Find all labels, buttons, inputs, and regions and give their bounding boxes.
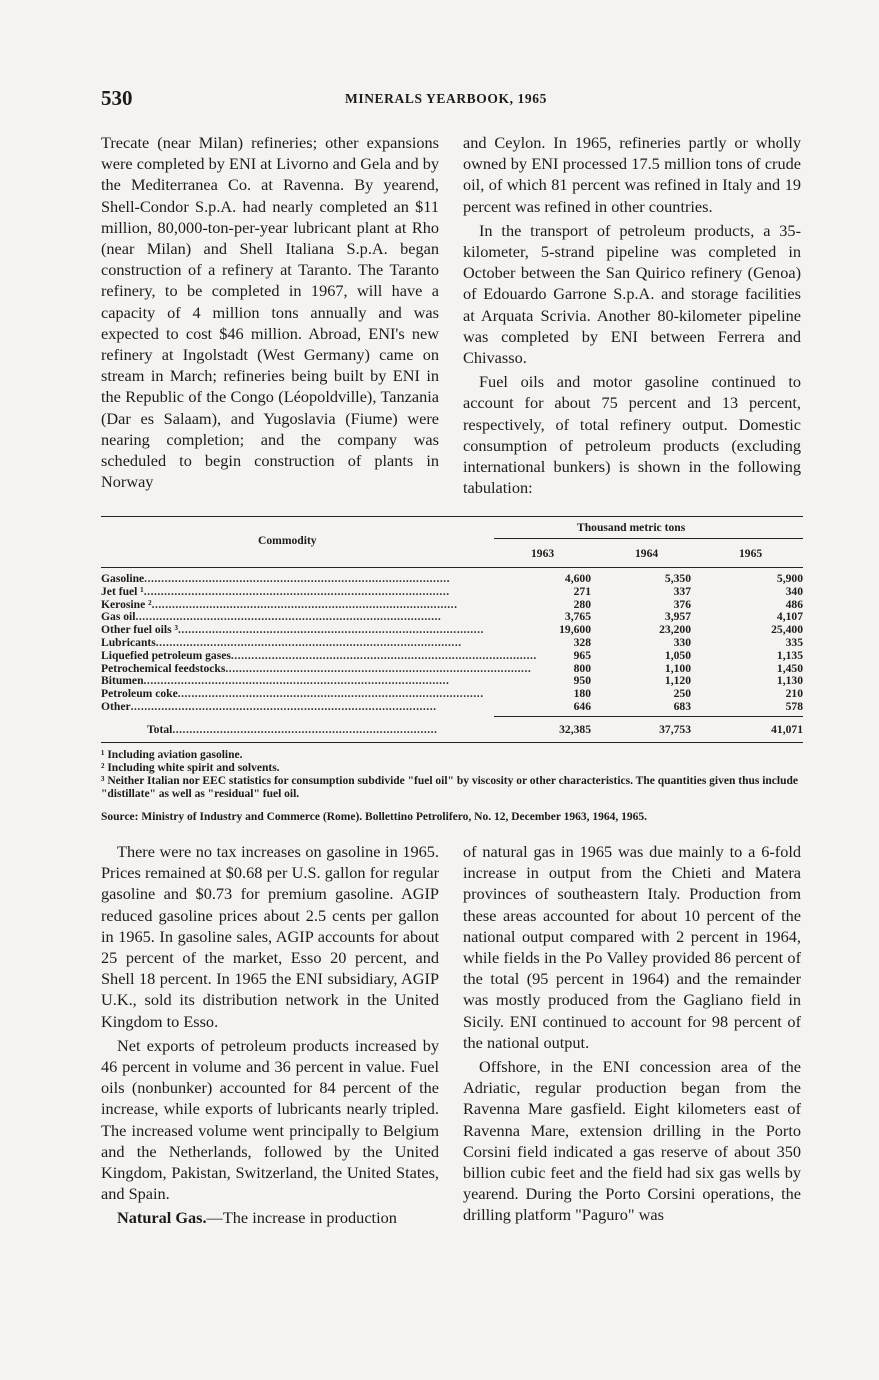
row-label: Gas oil.......................................................................................... — [101, 610, 442, 624]
table-cell: 340 — [785, 584, 803, 598]
row-label: Gasoline.......................................................................................... — [101, 572, 451, 585]
table-top-rule — [101, 516, 803, 517]
table-cell: 3,765 — [564, 610, 591, 624]
table-row — [101, 663, 803, 675]
table-row — [101, 573, 803, 585]
table-cell: 646 — [573, 700, 591, 713]
table-cell: 328 — [573, 636, 591, 649]
row-label: Jet fuel ¹.......................................................................................... — [101, 584, 450, 598]
total-rule — [494, 716, 803, 717]
table-cell: 950 — [573, 674, 591, 688]
table-row — [101, 650, 803, 662]
row-label: Bitumen.......................................................................................... — [101, 674, 450, 688]
table-cell: 337 — [673, 584, 691, 598]
total-row — [101, 724, 803, 736]
units-rule — [494, 538, 803, 539]
paragraph: There were no tax increases on gasoline in 1965. Prices remained at $0.68 per U.S. gallon for regular gasoline and $0.73 for premium gasoline. AGIP reduced gasoline prices about 2.5 cents per gallon in 1965. In gasoline sales, AGIP accounts for about 25 percent of the market, Esso 20 percent, and Shell 18 percent. In 1965 the ENI subsidiary, AGIP U.K., sold its distribution network in the United Kingdom to Esso. — [101, 842, 439, 1031]
table-cell: 271 — [573, 584, 591, 598]
table-row — [101, 611, 803, 623]
units-header: Thousand metric tons — [577, 521, 686, 534]
year-header: 1964 — [635, 547, 659, 560]
table-cell: 250 — [673, 687, 691, 701]
column-bottom-left — [101, 841, 439, 1229]
paragraph: of natural gas in 1965 was due mainly to a 6-fold increase in output from the Chieti and Matera provinces of southeastern Italy. Production from these areas accounted for about 10 percent of the national output compared with 2 percent in 1964, while fields in the Po Valley provided 86 percent of the total (95 percent in 1964) and the remainder was mostly produced from the Gagliano field in Sicily. ENI continued to account for 98 percent of the national output. — [463, 842, 801, 1052]
table-cell: 1,100 — [664, 661, 691, 675]
source-note: Source: Ministry of Industry and Commerce (Rome). Bollettino Petrolifero, No. 12, December 1963, 1964, 1965. — [101, 811, 648, 823]
table-row — [101, 701, 803, 713]
page-number: 530 — [101, 86, 133, 110]
table-cell: 4,107 — [776, 610, 803, 624]
year-header: 1965 — [739, 547, 763, 560]
paragraph — [101, 1207, 439, 1228]
table-cell: 32,385 — [559, 723, 591, 736]
table-row — [101, 599, 803, 611]
paragraph: and Ceylon. In 1965, refineries partly or wholly owned by ENI processed 17.5 million tons of crude oil, of which 81 percent was refined in Italy and 19 percent was refined in other countries. — [463, 133, 801, 216]
paragraph: In the transport of petroleum products, a 35-kilometer, 5-strand pipeline was completed in October between the San Quirico refinery (Genoa) of Edouardo Garrone S.p.A. and storage facilities at Arquata Scrivia. Another 80-kilometer pipeline was completed by ENI between Ferrera and Chivasso. — [463, 220, 801, 368]
paragraph: Offshore, in the ENI concession area of the Adriatic, regular production began from the Ravenna Mare gasfield. Eight kilometers east of Ravenna Mare, extension drilling in the Porto Corsini field indicated a gas reserve of about 350 billion cubic feet and the field had six gas wells by yearend. During the Porto Corsini operations, the drilling platform "Paguro" was — [463, 1057, 801, 1225]
table-cell: 1,120 — [664, 674, 691, 688]
table-cell: 1,135 — [776, 648, 803, 662]
table-cell: 280 — [573, 597, 591, 611]
paragraph: Net exports of petroleum products increased by 46 percent in volume and 36 percent in value. Fuel oils (nonbunker) accounted for 84 percent of the increase, while exports of lubricants nearly tripled. The increased volume went principally to Belgium and the Netherlands, followed by the United Kingdom, Pakistan, Switzerland, the United States, and Spain. — [101, 1035, 439, 1204]
table-cell: 578 — [785, 700, 803, 713]
year-header: 1963 — [531, 547, 555, 560]
table-cell: 486 — [785, 597, 803, 611]
table-cell: 1,050 — [664, 648, 691, 662]
column-bottom-right — [463, 841, 801, 1226]
running-head: MINERALS YEARBOOK, 1965 — [345, 91, 547, 106]
table-cell: 376 — [673, 597, 691, 611]
paragraph-text: —The increase in production — [206, 1208, 397, 1228]
header-rule — [101, 567, 803, 568]
row-label: Liquefied petroleum gases.......................................................................................... — [101, 648, 537, 662]
row-label: Other fuel oils ³.......................................................................................... — [101, 623, 484, 637]
column-top-right — [463, 132, 801, 498]
total-label: Total.............................................................................. — [147, 723, 438, 736]
table-cell: 1,130 — [776, 674, 803, 688]
footnote: ¹ Including aviation gasoline. — [101, 749, 243, 761]
row-label: Petroleum coke.......................................................................................... — [101, 687, 484, 701]
table-row — [101, 624, 803, 636]
commodity-header: Commodity — [258, 534, 317, 547]
row-label: Petrochemical feedstocks.......................................................................................... — [101, 661, 532, 675]
table-cell: 335 — [785, 636, 803, 649]
table-cell: 1,450 — [776, 661, 803, 675]
table-cell: 180 — [573, 687, 591, 701]
table-cell: 965 — [573, 648, 591, 662]
table-cell: 330 — [673, 636, 691, 649]
table-row — [101, 688, 803, 700]
table-row — [101, 586, 803, 598]
table-cell: 683 — [673, 700, 691, 713]
column-top-left — [101, 132, 439, 492]
footnote: ² Including white spirit and solvents. — [101, 762, 280, 774]
table-cell: 4,600 — [564, 572, 591, 585]
table-bottom-rule — [101, 742, 803, 743]
table-cell: 3,957 — [664, 610, 691, 624]
footnote: ³ Neither Italian nor EEC statistics for consumption subdivide "fuel oil" by viscosity or other characteristics. The quantities given thus include "distillate" as well as "residual" fuel oil. — [101, 775, 798, 800]
row-label: Other.......................................................................................... — [101, 700, 437, 713]
table-cell: 5,350 — [664, 572, 691, 585]
paragraph: Fuel oils and motor gasoline continued to account for about 75 percent and 13 percent, respectively, of total refinery output. Domestic consumption of petroleum products (excluding international bunkers) is shown in the following tabulation: — [463, 372, 801, 498]
section-run-in-heading: Natural Gas. — [117, 1208, 207, 1228]
table-row — [101, 637, 803, 649]
table-cell: 5,900 — [776, 572, 803, 585]
table-cell: 210 — [785, 687, 803, 701]
table-cell: 25,400 — [771, 623, 803, 637]
table-cell: 37,753 — [659, 723, 691, 736]
table-cell: 19,600 — [559, 623, 591, 637]
table-cell: 23,200 — [659, 623, 691, 637]
table-row — [101, 675, 803, 687]
row-label: Lubricants.......................................................................................... — [101, 636, 462, 649]
table-cell: 41,071 — [771, 723, 803, 736]
paragraph: Trecate (near Milan) refineries; other expansions were completed by ENI at Livorno and Gela and by the Mediterranea Co. at Ravenna. By yearend, Shell-Condor S.p.A. had nearly completed an $11 million, 80,000-ton-per-year lubricant plant at Rho (near Milan) and Shell Italiana S.p.A. began construction of a refinery at Taranto. The Taranto refinery, to be completed in 1967, will have a capacity of 4 million tons annually and was expected to cost $46 million. Abroad, ENI's new refinery at Ingolstadt (West Germany) came on stream in March; refineries being built by ENI in the Republic of the Congo (Léopoldville), Tanzania (Dar es Salaam), and Yugoslavia (Fiume) were nearing completion; and the company was scheduled to begin construction of plants in Norway — [101, 133, 439, 492]
row-label: Kerosine ².......................................................................................... — [101, 597, 458, 611]
table-cell: 800 — [573, 661, 591, 675]
